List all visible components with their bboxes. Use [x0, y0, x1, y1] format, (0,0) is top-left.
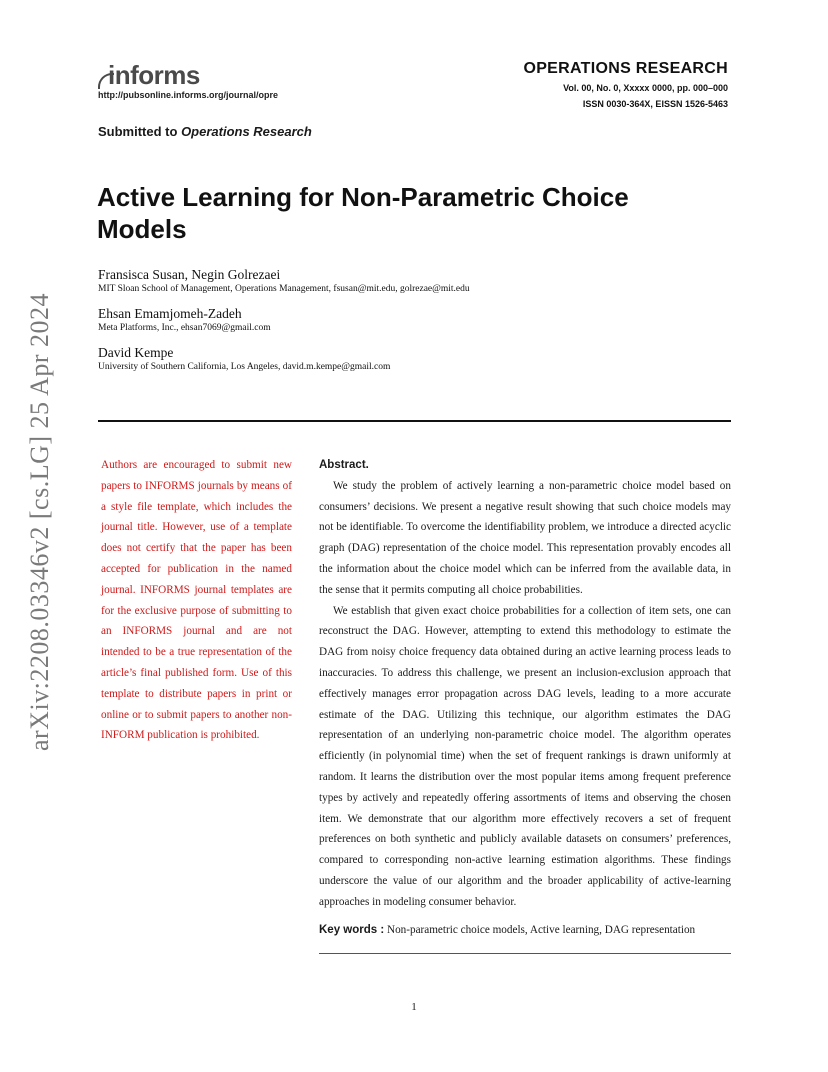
- submitted-line: [98, 124, 312, 139]
- author-affiliation: MIT Sloan School of Management, Operations Management, fsusan@mit.edu, golrezae@mit.edu: [98, 284, 470, 294]
- page-number: 1: [411, 1001, 417, 1013]
- abstract-paragraph: We establish that given exact choice probabilities for a collection of item sets, one can reconstruct the DAG. However, attempting to extend this methodology to estimate the DAG from noisy choice frequency data obtained during an active learning process leads to inaccuracies. To address this challenge, we present an inclusion-exclusion approach that effectively manages error propagation across DAG levels, leading to a more accurate estimate of the DAG. Utilizing this technique, our algorithm estimates the DAG representation of an underlying non-parametric choice model. The algorithm operates efficiently (in polynomial time) when the set of frequent rankings is drawn uniformly at random. It learns the distribution over the most popular items among frequent preference types by actively and repeatedly offering assortments of items and observing the chosen item. We demonstrate that our algorithm more effectively recovers a set of frequent preferences on both synthetic and publicly available datasets on consumers’ preferences, compared to corresponding non-active learning estimation algorithms. These findings underscore the value of our algorithm and the broader applicability of active-learning approaches in modeling consumer behavior.: [319, 604, 731, 908]
- journal-header: [523, 60, 728, 109]
- keywords: [319, 922, 731, 938]
- keywords-text: Non-parametric choice models, Active learning, DAG representation: [386, 924, 696, 936]
- publisher-url: http://pubsonline.informs.org/journal/opre: [98, 90, 278, 100]
- template-notice: Authors are encouraged to submit new papers to INFORMS journals by means of a style file template, which includes the journal title. However, use of a template does not certify that the paper has been accepted for publication in the named journal. INFORMS journal templates are for the exclusive purpose of submitting to an INFORMS journal and are not intended to be a true representation of the article’s final published form. Use of this template to distribute papers in print or online or to submit papers to another non-INFORM publication is prohibited.: [101, 459, 292, 742]
- arxiv-side-stamp: arXiv:2208.03346v2 [cs.LG] 25 Apr 2024: [25, 292, 54, 752]
- header-divider: [98, 420, 731, 422]
- author-names: Fransisca Susan, Negin Golrezaei: [98, 267, 281, 282]
- keywords-label: Key words :: [319, 924, 385, 936]
- abstract: [319, 455, 731, 913]
- submitted-journal: Operations Research: [181, 124, 312, 139]
- journal-issn: ISSN 0030-364X, EISSN 1526-5463: [582, 99, 728, 109]
- paper-title: Active Learning for Non-Parametric Choice Models: [97, 182, 629, 244]
- abstract-paragraph: We study the problem of actively learning a non-parametric choice model based on consumers’ decisions. We present a negative result showing that such choice models may not be identifiable. To overcome the identifiability problem, we introduce a directed acyclic graph (DAG) representation of the choice model. This representation provably encodes all the information about the choice model which can be inferred from the available data, in the sense that it permits computing all choice probabilities.: [319, 479, 731, 596]
- journal-volume: Vol. 00, No. 0, Xxxxx 0000, pp. 000–000: [563, 83, 728, 93]
- author-affiliation: Meta Platforms, Inc., ehsan7069@gmail.com: [98, 323, 271, 333]
- author-names: Ehsan Emamjomeh-Zadeh: [98, 306, 242, 321]
- abstract-heading: Abstract.: [319, 459, 369, 471]
- author-names: David Kempe: [98, 345, 174, 360]
- journal-name: OPERATIONS RESEARCH: [523, 60, 728, 77]
- informs-logo: [98, 62, 200, 88]
- abstract-divider: [319, 953, 731, 954]
- logo-text: informs: [108, 60, 200, 90]
- submitted-prefix: Submitted to: [98, 124, 178, 139]
- author-affiliation: University of Southern California, Los Angeles, david.m.kempe@gmail.com: [98, 362, 391, 372]
- author-block: [98, 266, 738, 383]
- logo-swoosh-icon: [98, 73, 114, 89]
